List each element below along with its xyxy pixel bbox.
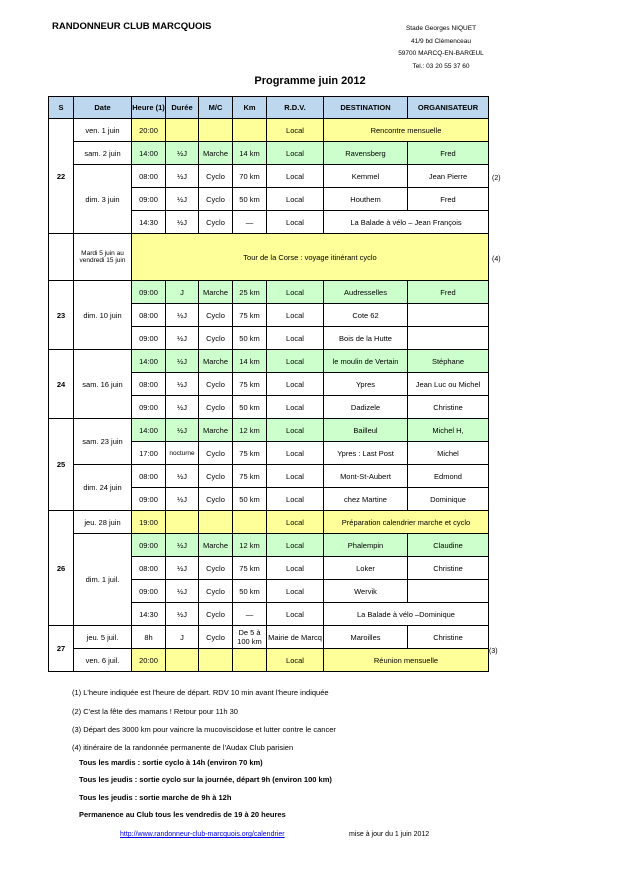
col-header-duree: Durée — [166, 97, 199, 119]
destination-cell: Ypres : Last Post — [324, 442, 408, 465]
col-header-mc: M/C — [199, 97, 233, 119]
destination-cell: La Balade à vélo –Dominique — [324, 603, 489, 626]
club-address — [371, 23, 511, 73]
rdv-cell: Local — [267, 373, 324, 396]
mc-cell: Cyclo — [199, 188, 233, 211]
table-row — [49, 649, 489, 672]
km-cell: De 5 à 100 km — [233, 626, 267, 649]
km-cell — [233, 119, 267, 142]
duree-cell — [166, 511, 199, 534]
address-line: 41/9 bd Clémenceau — [411, 37, 471, 45]
address-line: Stade Georges NIQUET — [405, 25, 477, 32]
destination-cell: Kemmel — [324, 165, 408, 188]
destination-cell: Wervik — [324, 580, 408, 603]
date-cell: ven. 1 juin — [74, 119, 132, 142]
km-cell: 75 km — [233, 442, 267, 465]
duree-cell: ½J — [166, 488, 199, 511]
heure-cell: 14:00 — [132, 350, 166, 373]
km-cell: 50 km — [233, 396, 267, 419]
km-cell: 75 km — [233, 465, 267, 488]
destination-cell: Mont-St-Aubert — [324, 465, 408, 488]
destination-cell: Dadizele — [324, 396, 408, 419]
duree-cell: ½J — [166, 350, 199, 373]
footnote: (1) L'heure indiquée est l'heure de départ. RDV 10 min avant l'heure indiquée — [72, 688, 329, 697]
heure-cell: 08:00 — [132, 304, 166, 327]
col-header-organisateur: ORGANISATEUR — [408, 97, 489, 119]
rdv-cell: Local — [267, 304, 324, 327]
duree-cell: ½J — [166, 165, 199, 188]
col-header-s: S — [49, 97, 74, 119]
organisateur-cell: Jean Pierre — [408, 165, 489, 188]
heure-cell: 08:00 — [132, 165, 166, 188]
address-line: 59700 MARCQ-EN-BARŒUL — [398, 50, 484, 57]
mc-cell: Cyclo — [199, 557, 233, 580]
mc-cell: Cyclo — [199, 488, 233, 511]
mc-cell: Cyclo — [199, 396, 233, 419]
rdv-cell: Local — [267, 580, 324, 603]
footnote: (4) itinéraire de la randonnée permanente de l'Audax Club parisien — [72, 743, 294, 752]
organisateur-cell — [408, 304, 489, 327]
rdv-cell: Local — [267, 465, 324, 488]
duree-cell: J — [166, 626, 199, 649]
table-body — [49, 119, 489, 672]
heure-cell: 17:00 — [132, 442, 166, 465]
duree-cell: nocturne — [166, 442, 199, 465]
organisateur-cell — [408, 327, 489, 350]
destination-cell: Maroilles — [324, 626, 408, 649]
mc-cell: Marche — [199, 350, 233, 373]
duree-cell: ½J — [166, 557, 199, 580]
destination-cell: Ravensberg — [324, 142, 408, 165]
week-number-cell — [49, 234, 74, 281]
rdv-cell: Local — [267, 142, 324, 165]
destination-cell: Cote 62 — [324, 304, 408, 327]
destination-cell: le moulin de Vertain — [324, 350, 408, 373]
table-row — [49, 626, 489, 649]
km-cell: 75 km — [233, 373, 267, 396]
heure-cell: 20:00 — [132, 119, 166, 142]
organisateur-cell: Stéphane — [408, 350, 489, 373]
club-name: RANDONNEUR CLUB MARCQUOIS — [52, 21, 212, 32]
weekly-note: Tous les jeudis : sortie marche de 9h à 12h — [79, 793, 232, 802]
km-cell: 50 km — [233, 188, 267, 211]
table-row — [49, 281, 489, 304]
organisateur-cell: Edmond — [408, 465, 489, 488]
km-cell: 75 km — [233, 304, 267, 327]
week-number-cell: 25 — [49, 419, 74, 511]
table-row — [49, 119, 489, 142]
rdv-cell: Local — [267, 442, 324, 465]
schedule-table — [48, 96, 489, 672]
mc-cell — [199, 649, 233, 672]
heure-cell: 20:00 — [132, 649, 166, 672]
mc-cell: Marche — [199, 534, 233, 557]
km-cell: 50 km — [233, 488, 267, 511]
heure-cell: 19:00 — [132, 511, 166, 534]
destination-cell: Rencontre mensuelle — [324, 119, 489, 142]
mc-cell: Cyclo — [199, 442, 233, 465]
duree-cell: ½J — [166, 396, 199, 419]
organisateur-cell: Dominique — [408, 488, 489, 511]
heure-cell: 09:00 — [132, 327, 166, 350]
rdv-cell: Local — [267, 281, 324, 304]
destination-cell: Bois de la Hutte — [324, 327, 408, 350]
address-line: Tel.: 03 20 55 37 60 — [412, 62, 470, 70]
date-cell: dim. 3 juin — [74, 165, 132, 234]
week-number-cell: 23 — [49, 281, 74, 350]
destination-cell: chez Martine — [324, 488, 408, 511]
date-cell: sam. 16 juin — [74, 350, 132, 419]
date-cell: dim. 24 juin — [74, 465, 132, 511]
week-number-cell: 24 — [49, 350, 74, 419]
duree-cell: ½J — [166, 603, 199, 626]
week-number-cell: 22 — [49, 119, 74, 234]
km-cell: 12 km — [233, 419, 267, 442]
rdv-cell: Local — [267, 396, 324, 419]
heure-cell: 09:00 — [132, 488, 166, 511]
km-cell: 50 km — [233, 580, 267, 603]
week-number-cell: 26 — [49, 511, 74, 626]
mc-cell: Cyclo — [199, 580, 233, 603]
organisateur-cell: Christine — [408, 396, 489, 419]
table-row — [49, 419, 489, 442]
rdv-cell: Local — [267, 188, 324, 211]
table-row — [49, 234, 489, 281]
mc-cell: Marche — [199, 281, 233, 304]
heure-cell: 09:00 — [132, 534, 166, 557]
heure-cell: 08:00 — [132, 465, 166, 488]
col-header-date: Date — [74, 97, 132, 119]
calendar-link[interactable]: http://www.randonneur-club-marcquois.org/calendrier — [120, 831, 285, 838]
rdv-cell: Local — [267, 119, 324, 142]
km-cell: 12 km — [233, 534, 267, 557]
heure-cell: 09:00 — [132, 188, 166, 211]
date-cell: jeu. 28 juin — [74, 511, 132, 534]
rdv-cell: Local — [267, 165, 324, 188]
rdv-cell: Local — [267, 488, 324, 511]
organisateur-cell: Michel — [408, 442, 489, 465]
km-cell: — — [233, 211, 267, 234]
destination-cell: Houthem — [324, 188, 408, 211]
km-cell: 70 km — [233, 165, 267, 188]
date-cell: ven. 6 juil. — [74, 649, 132, 672]
date-cell: dim. 10 juin — [74, 281, 132, 350]
destination-cell: Audresselles — [324, 281, 408, 304]
km-cell — [233, 511, 267, 534]
heure-cell: 08:00 — [132, 557, 166, 580]
date-cell: jeu. 5 juil. — [74, 626, 132, 649]
destination-cell: Loker — [324, 557, 408, 580]
km-cell — [233, 649, 267, 672]
organisateur-cell: Michel H, — [408, 419, 489, 442]
mc-cell: Marche — [199, 419, 233, 442]
rdv-cell: Local — [267, 419, 324, 442]
destination-cell: Bailleul — [324, 419, 408, 442]
organisateur-cell — [408, 580, 489, 603]
table-row — [49, 534, 489, 557]
table-row — [49, 511, 489, 534]
mc-cell: Cyclo — [199, 327, 233, 350]
destination-cell: Phalempin — [324, 534, 408, 557]
update-date: mise à jour du 1 juin 2012 — [349, 831, 430, 838]
table-row — [49, 465, 489, 488]
mc-cell: Cyclo — [199, 465, 233, 488]
col-header-km: Km — [233, 97, 267, 119]
rdv-cell: Local — [267, 649, 324, 672]
organisateur-cell: Christine — [408, 626, 489, 649]
table-row — [49, 142, 489, 165]
duree-cell: ½J — [166, 188, 199, 211]
date-cell: sam. 23 juin — [74, 419, 132, 465]
destination-cell: Ypres — [324, 373, 408, 396]
mc-cell — [199, 511, 233, 534]
footnote: (3) Départ des 3000 km pour vaincre la mucoviscidose et lutter contre le cancer — [72, 725, 336, 734]
mc-cell: Cyclo — [199, 373, 233, 396]
mc-cell: Cyclo — [199, 304, 233, 327]
rdv-cell: Mairie de Marcq — [267, 626, 324, 649]
rdv-cell: Local — [267, 557, 324, 580]
mc-cell: Marche — [199, 142, 233, 165]
destination-cell: Réunion mensuelle — [324, 649, 489, 672]
heure-cell: 14:00 — [132, 419, 166, 442]
heure-cell: 14:00 — [132, 142, 166, 165]
weekly-note: Tous les mardis : sortie cyclo à 14h (environ 70 km) — [79, 758, 263, 767]
duree-cell: ½J — [166, 211, 199, 234]
duree-cell: ½J — [166, 580, 199, 603]
table-row — [49, 350, 489, 373]
page-title: Programme juin 2012 — [254, 75, 366, 87]
date-cell: dim. 1 juil. — [74, 534, 132, 626]
duree-cell: ½J — [166, 373, 199, 396]
destination-cell: Préparation calendrier marche et cyclo — [324, 511, 489, 534]
organisateur-cell: Fred — [408, 281, 489, 304]
duree-cell: ½J — [166, 534, 199, 557]
rdv-cell: Local — [267, 350, 324, 373]
organisateur-cell: Fred — [408, 188, 489, 211]
banner-cell: Tour de la Corse : voyage itinérant cyclo — [132, 234, 489, 281]
date-cell: sam. 2 juin — [74, 142, 132, 165]
duree-cell — [166, 119, 199, 142]
duree-cell: ½J — [166, 304, 199, 327]
row-note: (3) — [489, 648, 498, 655]
organisateur-cell: Fred — [408, 142, 489, 165]
col-header-rdv: R.D.V. — [267, 97, 324, 119]
rdv-cell: Local — [267, 534, 324, 557]
mc-cell: Cyclo — [199, 165, 233, 188]
km-cell: 75 km — [233, 557, 267, 580]
row-note: (4) — [492, 256, 501, 263]
week-number-cell: 27 — [49, 626, 74, 672]
col-header-destination: DESTINATION — [324, 97, 408, 119]
table-row — [49, 165, 489, 188]
duree-cell — [166, 649, 199, 672]
duree-cell: ½J — [166, 327, 199, 350]
row-note: (2) — [492, 175, 501, 182]
mc-cell: Cyclo — [199, 626, 233, 649]
weekly-note: Permanence au Club tous les vendredis de 19 à 20 heures — [79, 810, 286, 819]
organisateur-cell: Christine — [408, 557, 489, 580]
heure-cell: 09:00 — [132, 281, 166, 304]
weekly-note: Tous les jeudis : sortie cyclo sur la journée, départ 9h (environ 100 km) — [79, 775, 332, 784]
rdv-cell: Local — [267, 603, 324, 626]
heure-cell: 8h — [132, 626, 166, 649]
heure-cell: 14:30 — [132, 211, 166, 234]
duree-cell: ½J — [166, 419, 199, 442]
mc-cell — [199, 119, 233, 142]
duree-cell: J — [166, 281, 199, 304]
km-cell: — — [233, 603, 267, 626]
duree-cell: ½J — [166, 465, 199, 488]
mc-cell: Cyclo — [199, 603, 233, 626]
col-header-heure: Heure (1) — [132, 97, 166, 119]
km-cell: 25 km — [233, 281, 267, 304]
footnote: (2) C'est la fête des mamans ! Retour pour 11h 30 — [72, 707, 238, 716]
destination-cell: La Balade à vélo – Jean François — [324, 211, 489, 234]
km-cell: 14 km — [233, 350, 267, 373]
km-cell: 50 km — [233, 327, 267, 350]
mc-cell: Cyclo — [199, 211, 233, 234]
duree-cell: ½J — [166, 142, 199, 165]
rdv-cell: Local — [267, 327, 324, 350]
heure-cell: 09:00 — [132, 396, 166, 419]
rdv-cell: Local — [267, 211, 324, 234]
heure-cell: 08:00 — [132, 373, 166, 396]
heure-cell: 14:30 — [132, 603, 166, 626]
km-cell: 14 km — [233, 142, 267, 165]
organisateur-cell: Jean Luc ou Michel — [408, 373, 489, 396]
rdv-cell: Local — [267, 511, 324, 534]
organisateur-cell: Claudine — [408, 534, 489, 557]
date-cell: Mardi 5 juin au vendredi 15 juin — [74, 234, 132, 281]
table-header-row — [49, 97, 489, 119]
heure-cell: 09:00 — [132, 580, 166, 603]
